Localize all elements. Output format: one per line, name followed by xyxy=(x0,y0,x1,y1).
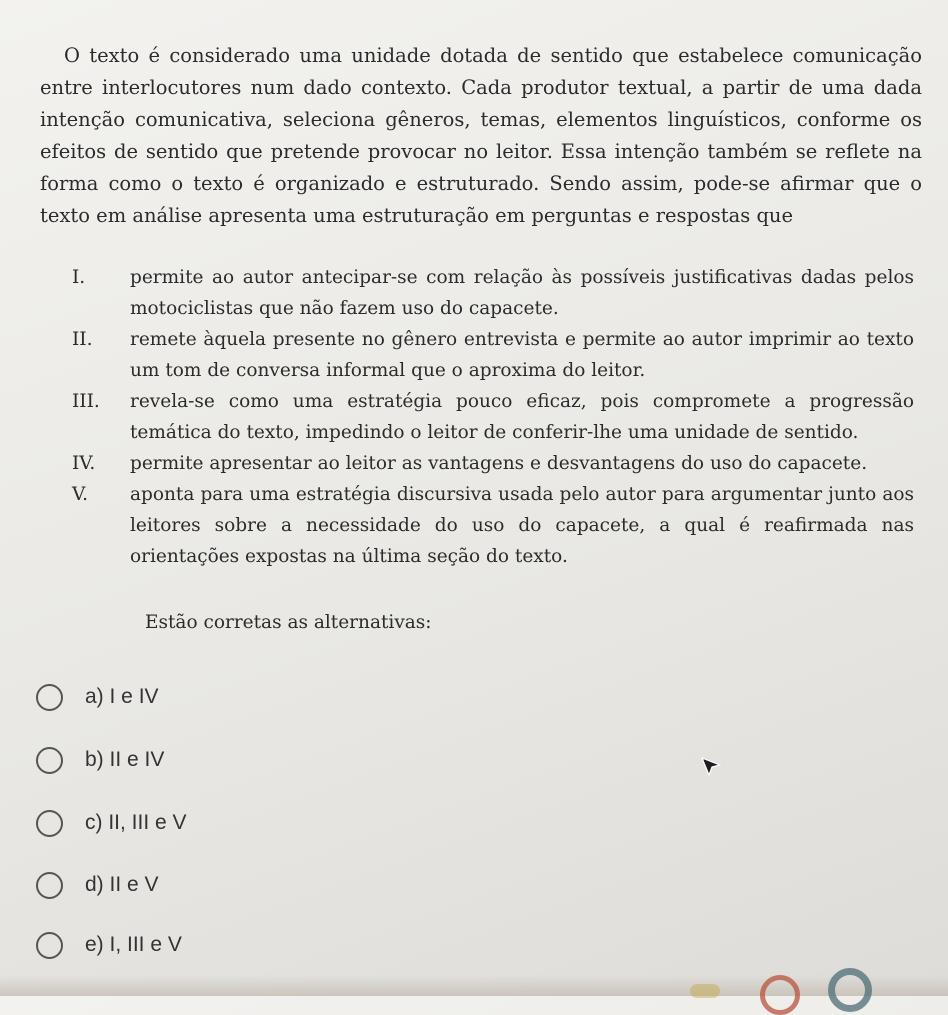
statement-text: aponta para uma estratégia discursiva usada pelo autor para argumentar junto aos leitores sobre a necessidade do uso do capacete, a qual é reafirmada nas orientações expostas na última seção do texto. xyxy=(130,484,914,567)
statement-text: revela-se como uma estratégia pouco eficaz, pois compromete a progressão temática do texto, impedindo o leitor de conferir-lhe uma unidade de sentido. xyxy=(130,391,914,443)
statement-numeral: I. xyxy=(72,267,86,288)
page-bottom-edge xyxy=(0,975,948,996)
option-label: d) II e V xyxy=(85,873,159,896)
mouse-pointer-icon xyxy=(700,756,722,778)
question-intro: O texto é considerado uma unidade dotada de sentido que estabelece comunicação entre interlocutores num dado contexto. Cada produtor textual, a partir de uma dada intenção comunicativa, seleciona gêneros, temas, elementos linguísticos, conforme os efeitos de sentido que pretende provocar no leitor. Essa intenção também se reflete na forma como o texto é organizado e estruturado. Sendo assim, pode-se afirmar que o texto em análise apresenta uma estruturação em perguntas e respostas que xyxy=(40,44,922,227)
radio-button[interactable] xyxy=(36,872,63,899)
option-label: a) I e IV xyxy=(85,685,159,708)
radio-button[interactable] xyxy=(36,932,63,959)
option-label: b) II e IV xyxy=(85,748,165,771)
option-d[interactable] xyxy=(36,862,159,908)
statement-item xyxy=(72,448,914,479)
statement-numeral: V. xyxy=(72,484,89,505)
statement-numeral: III. xyxy=(72,391,100,412)
statement-item xyxy=(72,324,914,386)
statement-item xyxy=(72,479,914,572)
statement-numeral: II. xyxy=(72,329,93,350)
statement-text: permite apresentar ao leitor as vantagens e desvantagens do uso do capacete. xyxy=(130,453,868,474)
question-prompt: Estão corretas as alternativas: xyxy=(145,612,432,633)
option-c[interactable] xyxy=(36,800,187,846)
radio-button[interactable] xyxy=(36,684,63,711)
statement-item xyxy=(72,386,914,448)
statement-text: remete àquela presente no gênero entrevista e permite ao autor imprimir ao texto um tom de conversa informal que o aproxima do leitor. xyxy=(130,329,914,381)
option-label: c) II, III e V xyxy=(85,811,187,834)
statement-list xyxy=(72,262,914,572)
option-label: e) I, III e V xyxy=(85,933,182,956)
option-e[interactable] xyxy=(36,922,182,968)
radio-button[interactable] xyxy=(36,747,63,774)
decorative-shape xyxy=(760,975,800,1015)
radio-button[interactable] xyxy=(36,810,63,837)
decorative-shape xyxy=(828,968,872,1012)
option-a[interactable] xyxy=(36,674,159,720)
statement-item xyxy=(72,262,914,324)
statement-numeral: IV. xyxy=(72,453,96,474)
statement-text: permite ao autor antecipar-se com relação às possíveis justificativas dadas pelos motociclistas que não fazem uso do capacete. xyxy=(130,267,914,319)
option-b[interactable] xyxy=(36,737,164,783)
